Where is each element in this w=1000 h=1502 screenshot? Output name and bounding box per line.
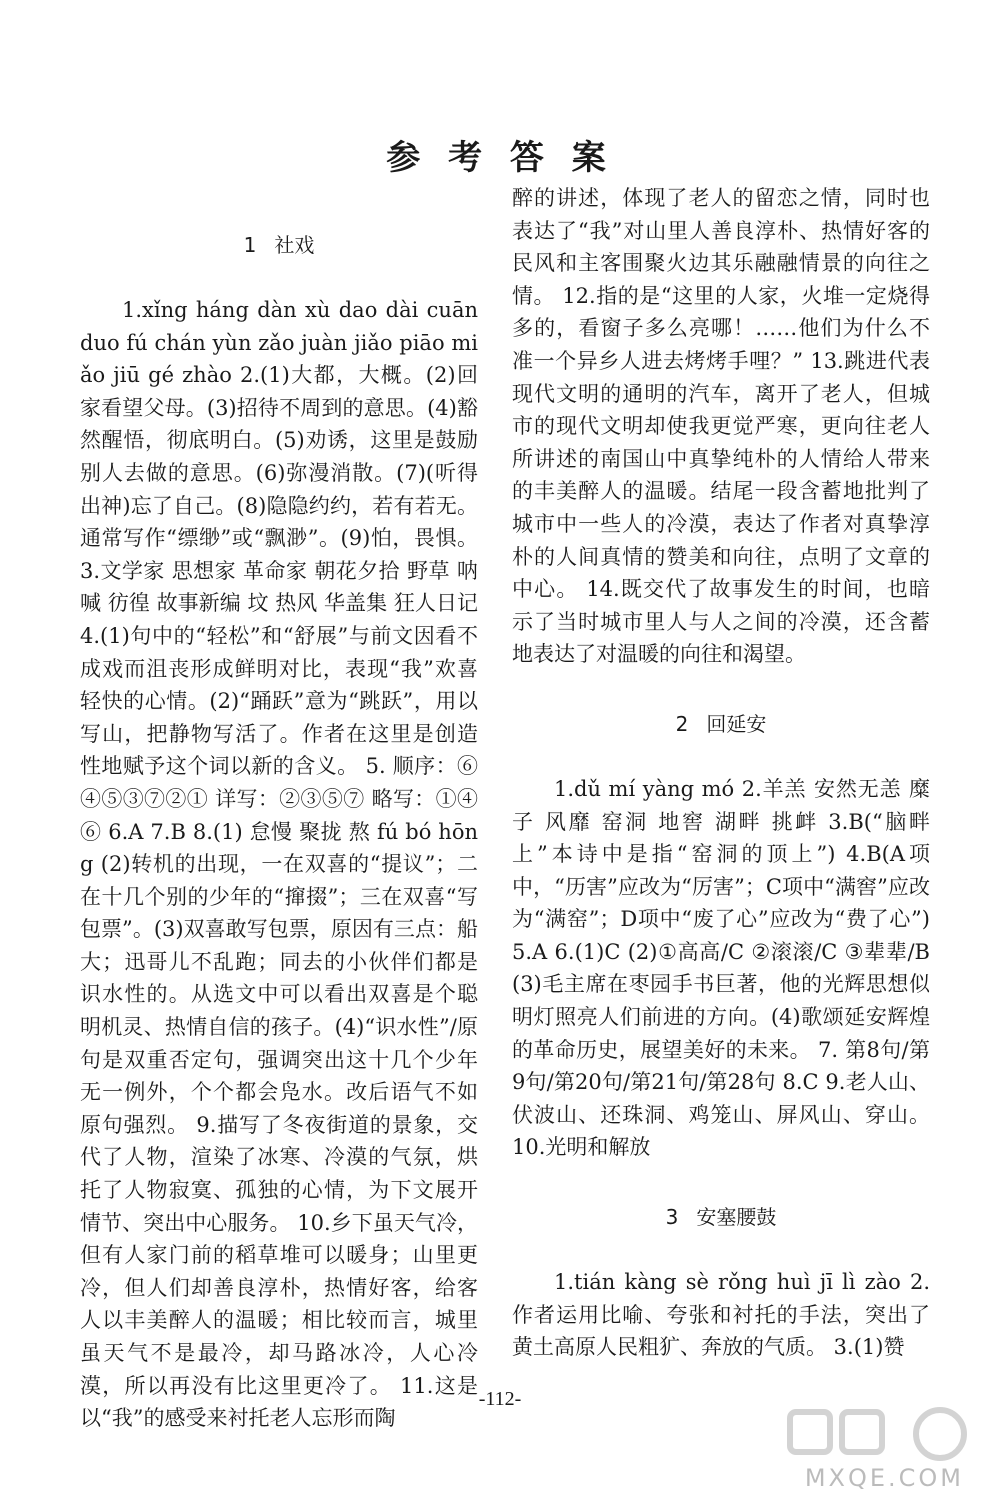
section-3-heading: [512, 1200, 930, 1234]
right-column: [512, 182, 930, 1364]
section-3-number: 3: [665, 1205, 679, 1230]
section-1-heading: [80, 228, 478, 262]
left-column: [80, 228, 478, 1435]
section-1-answers-part-2: 醉的讲述，体现了老人的留恋之情，同时也表达了“我”对山里人善良淳朴、热情好客的民风和主客围聚火边其乐融融情景的向往之情。 12.指的是“这里的人家，火堆一定烧得多的，看窗子多么亮哪！……他们为什么不准一个异乡人进去烤烤手哩？” 13.跳进代表现代文明的通明的汽车，离开了老人，但城市的现代文明却使我更觉严寒，更向往老人所讲述的南国山中真挚纯朴的人情给人带来的丰美醉人的温暖。结尾一段含蓄地批判了城市中一些人的冷漠，表达了作者对真挚淳朴的人间真情的赞美和向往，点明了文章的中心。 14.既交代了故事发生的时间，也暗示了当时城市里人与人之间的冷漠，还含蓄地表达了对温暖的向往和渴望。: [512, 186, 930, 667]
section-2-number: 2: [675, 711, 689, 736]
section-2-answers: 1.dǔ mí yàng mó 2.羊羔 安然无恙 糜子 风靡 窑洞 地窖 湖畔 挑衅 3.B(“脑畔上”本诗中是指“窑洞的顶上”) 4.B(A项中，“历害”应改为“厉害”；C项中“满窖”应改为“满窑”；D项中“废了心”应改为“费了心”) 5.A 6.(1)C (2)①高高/C ②滚滚/C ③辈辈/B (3)毛主席在枣园手书巨著，他的光辉思想似明灯照亮人们前进的方向。(4)歌颂延安辉煌的革命历史，展望美好的未来。 7. 第8句/第9句/第20句/第21句/第28句 8.C 9.老人山、伏波山、还珠洞、鸡笼山、屏风山、穿山。 10.光明和解放: [512, 776, 930, 1160]
section-3-title: 安塞腰鼓: [696, 1205, 777, 1230]
section-1-title: 社戏: [274, 233, 315, 257]
section-2-heading: [512, 707, 930, 741]
page-number: -112-: [478, 1388, 522, 1410]
page-title: 参 考 答 案: [386, 138, 614, 178]
section-2-title: 回延安: [706, 711, 767, 736]
section-1-number: 1: [243, 233, 257, 257]
section-3-answers: 1.tián kàng sè rǒng huì jī lì zào 2.作者运用比喻、夸张和衬托的手法，突出了黄土高原人民粗犷、奔放的气质。 3.(1)赞: [512, 1270, 930, 1360]
watermark-text: MXQE.COM: [804, 1464, 964, 1492]
section-1-answers-part-1: 1.xǐng háng dàn xù dao dài cuān duo fú chán yùn zǎo juàn jiǎo piāo miǎo jiū gé zhào 2.(1)大都，大概。(2)回家看望父母。(3)招待不周到的意思。(4)豁然醒悟，彻底明白。(5)劝诱，这里是鼓励别人去做的意思。(6)弥漫消散。(7)(听得出神)忘了自己。(8)隐隐约约，若有若无。通常写作“缥缈”或“飘渺”。(9)怕，畏惧。 3.文学家 思想家 革命家 朝花夕拾 野草 呐喊 彷徨 故事新编 坟 热风 华盖集 狂人日记 4.(1)句中的“轻松”和“舒展”与前文因看不成戏而沮丧形成鲜明对比，表现“我”欢喜轻快的心情。(2)“踊跃”意为“跳跃”，用以写山，把静物写活了。作者在这里是创造性地赋予这个词以新的含义。 5. 顺序：⑥④⑤③⑦②① 详写：②③⑤⑦ 略写：①④⑥ 6.A 7.B 8.(1) 怠慢 聚拢 熬 fú bó hōng (2)转机的出现，一在双喜的“提议”；二在十几个别的少年的“撺掇”；三在双喜“写包票”。(3)双喜敢写包票，原因有三点：船大；迅哥儿不乱跑；同去的小伙伴们都是识水性的。从选文中可以看出双喜是个聪明机灵、热情自信的孩子。(4)“识水性”/原句是双重否定句，强调突出这十几个少年无一例外，个个都会凫水。改后语气不如原句强烈。 9.描写了冬夜街道的景象，交代了人物，渲染了冰寒、冷漠的气氛，烘托了人物寂寞、孤独的心情，为下文展开情节、突出中心服务。 10.乡下虽天气冷，但有人家门前的稻草堆可以暖身；山里更冷，但人们却善良淳朴，热情好客，给客人以丰美醉人的温暖；相比较而言，城里虽天气不是最冷，却马路冰冷，人心冷漠，所以再没有比这里更冷了。 11.这是以“我”的感受来衬托老人忘形而陶: [80, 298, 478, 1431]
